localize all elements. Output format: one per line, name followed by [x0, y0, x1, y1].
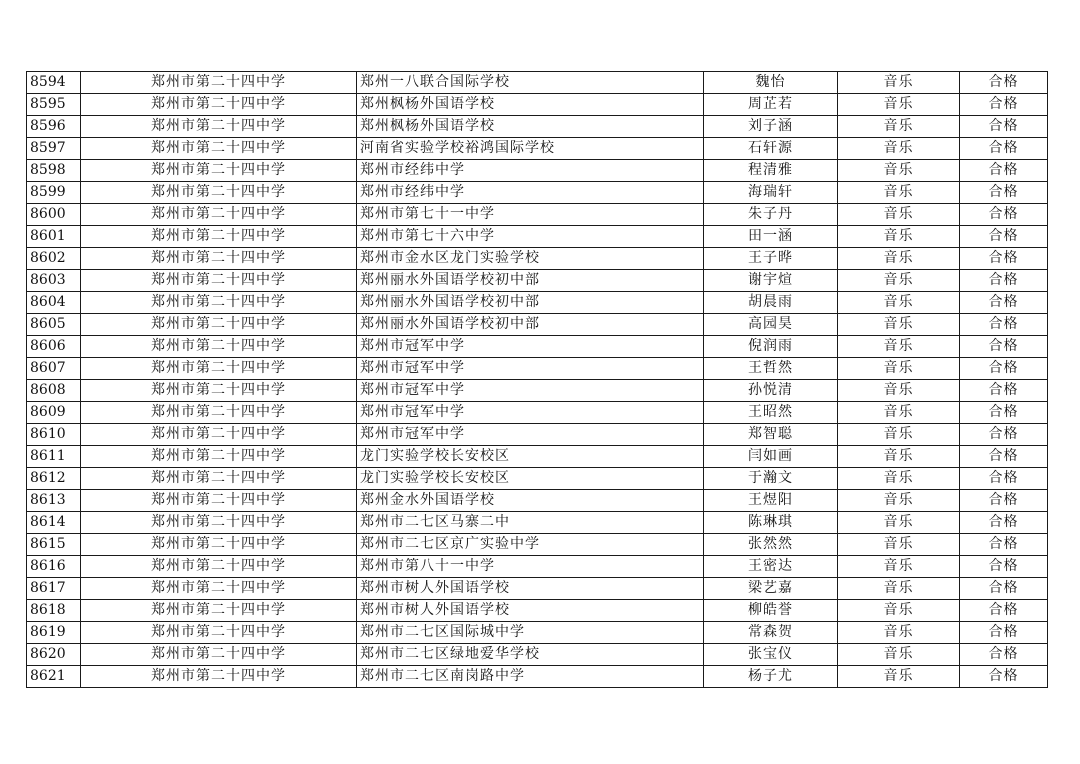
student-name-cell: 孙悦清 — [704, 380, 838, 402]
subject-cell: 音乐 — [838, 578, 960, 600]
subject-cell: 音乐 — [838, 446, 960, 468]
exam-site-cell: 郑州市第二十四中学 — [81, 622, 357, 644]
table-row — [27, 534, 1048, 556]
exam-site-cell: 郑州市第二十四中学 — [81, 292, 357, 314]
school-cell: 郑州市金水区龙门实验学校 — [357, 248, 704, 270]
exam-site-cell: 郑州市第二十四中学 — [81, 556, 357, 578]
table-row — [27, 248, 1048, 270]
exam-site-cell: 郑州市第二十四中学 — [81, 644, 357, 666]
student-name-cell: 刘子涵 — [704, 116, 838, 138]
exam-site-cell: 郑州市第二十四中学 — [81, 380, 357, 402]
exam-site-cell: 郑州市第二十四中学 — [81, 72, 357, 94]
serial-number-cell: 8608 — [27, 380, 81, 402]
serial-number-cell: 8618 — [27, 600, 81, 622]
exam-site-cell: 郑州市第二十四中学 — [81, 468, 357, 490]
result-cell: 合格 — [960, 336, 1048, 358]
table-row — [27, 116, 1048, 138]
school-cell: 郑州市二七区南岗路中学 — [357, 666, 704, 688]
exam-site-cell: 郑州市第二十四中学 — [81, 490, 357, 512]
table-row — [27, 72, 1048, 94]
serial-number-cell: 8603 — [27, 270, 81, 292]
subject-cell: 音乐 — [838, 72, 960, 94]
table-row — [27, 512, 1048, 534]
exam-site-cell: 郑州市第二十四中学 — [81, 446, 357, 468]
subject-cell: 音乐 — [838, 358, 960, 380]
result-cell: 合格 — [960, 644, 1048, 666]
exam-site-cell: 郑州市第二十四中学 — [81, 204, 357, 226]
serial-number-cell: 8599 — [27, 182, 81, 204]
result-cell: 合格 — [960, 512, 1048, 534]
subject-cell: 音乐 — [838, 116, 960, 138]
table-row — [27, 292, 1048, 314]
exam-site-cell: 郑州市第二十四中学 — [81, 534, 357, 556]
table-row — [27, 490, 1048, 512]
school-cell: 郑州金水外国语学校 — [357, 490, 704, 512]
result-cell: 合格 — [960, 666, 1048, 688]
subject-cell: 音乐 — [838, 600, 960, 622]
subject-cell: 音乐 — [838, 270, 960, 292]
serial-number-cell: 8613 — [27, 490, 81, 512]
serial-number-cell: 8619 — [27, 622, 81, 644]
student-name-cell: 石轩源 — [704, 138, 838, 160]
result-cell: 合格 — [960, 578, 1048, 600]
school-cell: 郑州市树人外国语学校 — [357, 600, 704, 622]
student-name-cell: 柳皓誉 — [704, 600, 838, 622]
student-name-cell: 张宝仪 — [704, 644, 838, 666]
serial-number-cell: 8595 — [27, 94, 81, 116]
result-cell: 合格 — [960, 622, 1048, 644]
result-cell: 合格 — [960, 94, 1048, 116]
subject-cell: 音乐 — [838, 94, 960, 116]
serial-number-cell: 8617 — [27, 578, 81, 600]
exam-site-cell: 郑州市第二十四中学 — [81, 424, 357, 446]
result-cell: 合格 — [960, 138, 1048, 160]
student-name-cell: 海瑞轩 — [704, 182, 838, 204]
student-name-cell: 田一涵 — [704, 226, 838, 248]
table-row — [27, 336, 1048, 358]
table-row — [27, 644, 1048, 666]
table-row — [27, 446, 1048, 468]
school-cell: 郑州市二七区绿地爱华学校 — [357, 644, 704, 666]
serial-number-cell: 8611 — [27, 446, 81, 468]
serial-number-cell: 8612 — [27, 468, 81, 490]
serial-number-cell: 8614 — [27, 512, 81, 534]
school-cell: 郑州市第八十一中学 — [357, 556, 704, 578]
result-cell: 合格 — [960, 380, 1048, 402]
exam-site-cell: 郑州市第二十四中学 — [81, 226, 357, 248]
result-cell: 合格 — [960, 446, 1048, 468]
exam-site-cell: 郑州市第二十四中学 — [81, 314, 357, 336]
subject-cell: 音乐 — [838, 380, 960, 402]
student-name-cell: 常森贺 — [704, 622, 838, 644]
school-cell: 郑州丽水外国语学校初中部 — [357, 270, 704, 292]
subject-cell: 音乐 — [838, 534, 960, 556]
table-row — [27, 424, 1048, 446]
serial-number-cell: 8602 — [27, 248, 81, 270]
serial-number-cell: 8594 — [27, 72, 81, 94]
student-name-cell: 王哲然 — [704, 358, 838, 380]
exam-site-cell: 郑州市第二十四中学 — [81, 666, 357, 688]
school-cell: 郑州市第七十一中学 — [357, 204, 704, 226]
table-row — [27, 358, 1048, 380]
student-name-cell: 周芷若 — [704, 94, 838, 116]
result-cell: 合格 — [960, 468, 1048, 490]
serial-number-cell: 8596 — [27, 116, 81, 138]
subject-cell: 音乐 — [838, 314, 960, 336]
result-cell: 合格 — [960, 72, 1048, 94]
subject-cell: 音乐 — [838, 666, 960, 688]
table-row — [27, 468, 1048, 490]
table-row — [27, 182, 1048, 204]
subject-cell: 音乐 — [838, 490, 960, 512]
student-name-cell: 倪润雨 — [704, 336, 838, 358]
student-name-cell: 于瀚文 — [704, 468, 838, 490]
result-cell: 合格 — [960, 556, 1048, 578]
exam-site-cell: 郑州市第二十四中学 — [81, 138, 357, 160]
table-row — [27, 600, 1048, 622]
student-name-cell: 高园昊 — [704, 314, 838, 336]
student-name-cell: 朱子丹 — [704, 204, 838, 226]
table-row — [27, 380, 1048, 402]
student-name-cell: 王煜阳 — [704, 490, 838, 512]
exam-site-cell: 郑州市第二十四中学 — [81, 578, 357, 600]
table-row — [27, 204, 1048, 226]
school-cell: 郑州市冠军中学 — [357, 380, 704, 402]
table-row — [27, 270, 1048, 292]
subject-cell: 音乐 — [838, 556, 960, 578]
student-name-cell: 程清雅 — [704, 160, 838, 182]
exam-site-cell: 郑州市第二十四中学 — [81, 182, 357, 204]
exam-site-cell: 郑州市第二十四中学 — [81, 270, 357, 292]
serial-number-cell: 8620 — [27, 644, 81, 666]
table-row — [27, 578, 1048, 600]
table-row — [27, 314, 1048, 336]
student-name-cell: 谢宇煊 — [704, 270, 838, 292]
serial-number-cell: 8610 — [27, 424, 81, 446]
result-cell: 合格 — [960, 424, 1048, 446]
school-cell: 郑州枫杨外国语学校 — [357, 94, 704, 116]
school-cell: 郑州市冠军中学 — [357, 402, 704, 424]
subject-cell: 音乐 — [838, 512, 960, 534]
student-name-cell: 杨子尤 — [704, 666, 838, 688]
subject-cell: 音乐 — [838, 468, 960, 490]
exam-site-cell: 郑州市第二十四中学 — [81, 512, 357, 534]
table-row — [27, 622, 1048, 644]
subject-cell: 音乐 — [838, 182, 960, 204]
subject-cell: 音乐 — [838, 336, 960, 358]
student-name-cell: 张然然 — [704, 534, 838, 556]
school-cell: 郑州市第七十六中学 — [357, 226, 704, 248]
serial-number-cell: 8597 — [27, 138, 81, 160]
table-row — [27, 160, 1048, 182]
school-cell: 龙门实验学校长安校区 — [357, 468, 704, 490]
serial-number-cell: 8598 — [27, 160, 81, 182]
results-table-body — [27, 72, 1048, 688]
student-name-cell: 郑智聪 — [704, 424, 838, 446]
serial-number-cell: 8615 — [27, 534, 81, 556]
result-cell: 合格 — [960, 160, 1048, 182]
student-name-cell: 陈琳琪 — [704, 512, 838, 534]
student-name-cell: 魏怡 — [704, 72, 838, 94]
school-cell: 郑州一八联合国际学校 — [357, 72, 704, 94]
serial-number-cell: 8605 — [27, 314, 81, 336]
exam-site-cell: 郑州市第二十四中学 — [81, 336, 357, 358]
school-cell: 龙门实验学校长安校区 — [357, 446, 704, 468]
exam-site-cell: 郑州市第二十四中学 — [81, 94, 357, 116]
table-row — [27, 226, 1048, 248]
result-cell: 合格 — [960, 292, 1048, 314]
result-cell: 合格 — [960, 490, 1048, 512]
result-cell: 合格 — [960, 182, 1048, 204]
school-cell: 郑州市树人外国语学校 — [357, 578, 704, 600]
subject-cell: 音乐 — [838, 138, 960, 160]
school-cell: 郑州市经纬中学 — [357, 182, 704, 204]
school-cell: 郑州市冠军中学 — [357, 424, 704, 446]
subject-cell: 音乐 — [838, 248, 960, 270]
school-cell: 郑州市冠军中学 — [357, 336, 704, 358]
school-cell: 郑州丽水外国语学校初中部 — [357, 292, 704, 314]
serial-number-cell: 8601 — [27, 226, 81, 248]
serial-number-cell: 8604 — [27, 292, 81, 314]
result-cell: 合格 — [960, 358, 1048, 380]
school-cell: 郑州市二七区国际城中学 — [357, 622, 704, 644]
subject-cell: 音乐 — [838, 204, 960, 226]
table-row — [27, 402, 1048, 424]
exam-site-cell: 郑州市第二十四中学 — [81, 358, 357, 380]
serial-number-cell: 8600 — [27, 204, 81, 226]
result-cell: 合格 — [960, 116, 1048, 138]
result-cell: 合格 — [960, 600, 1048, 622]
serial-number-cell: 8606 — [27, 336, 81, 358]
result-cell: 合格 — [960, 314, 1048, 336]
table-row — [27, 138, 1048, 160]
result-cell: 合格 — [960, 204, 1048, 226]
table-row — [27, 556, 1048, 578]
table-row — [27, 666, 1048, 688]
student-name-cell: 梁艺嘉 — [704, 578, 838, 600]
subject-cell: 音乐 — [838, 644, 960, 666]
result-cell: 合格 — [960, 226, 1048, 248]
school-cell: 郑州枫杨外国语学校 — [357, 116, 704, 138]
result-cell: 合格 — [960, 248, 1048, 270]
student-name-cell: 闫如画 — [704, 446, 838, 468]
serial-number-cell: 8609 — [27, 402, 81, 424]
results-table — [26, 71, 1048, 688]
serial-number-cell: 8607 — [27, 358, 81, 380]
student-name-cell: 胡晨雨 — [704, 292, 838, 314]
exam-site-cell: 郑州市第二十四中学 — [81, 600, 357, 622]
student-name-cell: 王密达 — [704, 556, 838, 578]
result-cell: 合格 — [960, 402, 1048, 424]
school-cell: 郑州市二七区京广实验中学 — [357, 534, 704, 556]
serial-number-cell: 8616 — [27, 556, 81, 578]
subject-cell: 音乐 — [838, 622, 960, 644]
subject-cell: 音乐 — [838, 424, 960, 446]
subject-cell: 音乐 — [838, 226, 960, 248]
school-cell: 河南省实验学校裕鸿国际学校 — [357, 138, 704, 160]
table-row — [27, 94, 1048, 116]
school-cell: 郑州丽水外国语学校初中部 — [357, 314, 704, 336]
subject-cell: 音乐 — [838, 292, 960, 314]
student-name-cell: 王子晔 — [704, 248, 838, 270]
results-sheet — [26, 71, 1047, 688]
subject-cell: 音乐 — [838, 402, 960, 424]
serial-number-cell: 8621 — [27, 666, 81, 688]
subject-cell: 音乐 — [838, 160, 960, 182]
exam-site-cell: 郑州市第二十四中学 — [81, 116, 357, 138]
school-cell: 郑州市冠军中学 — [357, 358, 704, 380]
school-cell: 郑州市二七区马寨二中 — [357, 512, 704, 534]
result-cell: 合格 — [960, 270, 1048, 292]
student-name-cell: 王昭然 — [704, 402, 838, 424]
exam-site-cell: 郑州市第二十四中学 — [81, 160, 357, 182]
result-cell: 合格 — [960, 534, 1048, 556]
exam-site-cell: 郑州市第二十四中学 — [81, 248, 357, 270]
exam-site-cell: 郑州市第二十四中学 — [81, 402, 357, 424]
school-cell: 郑州市经纬中学 — [357, 160, 704, 182]
